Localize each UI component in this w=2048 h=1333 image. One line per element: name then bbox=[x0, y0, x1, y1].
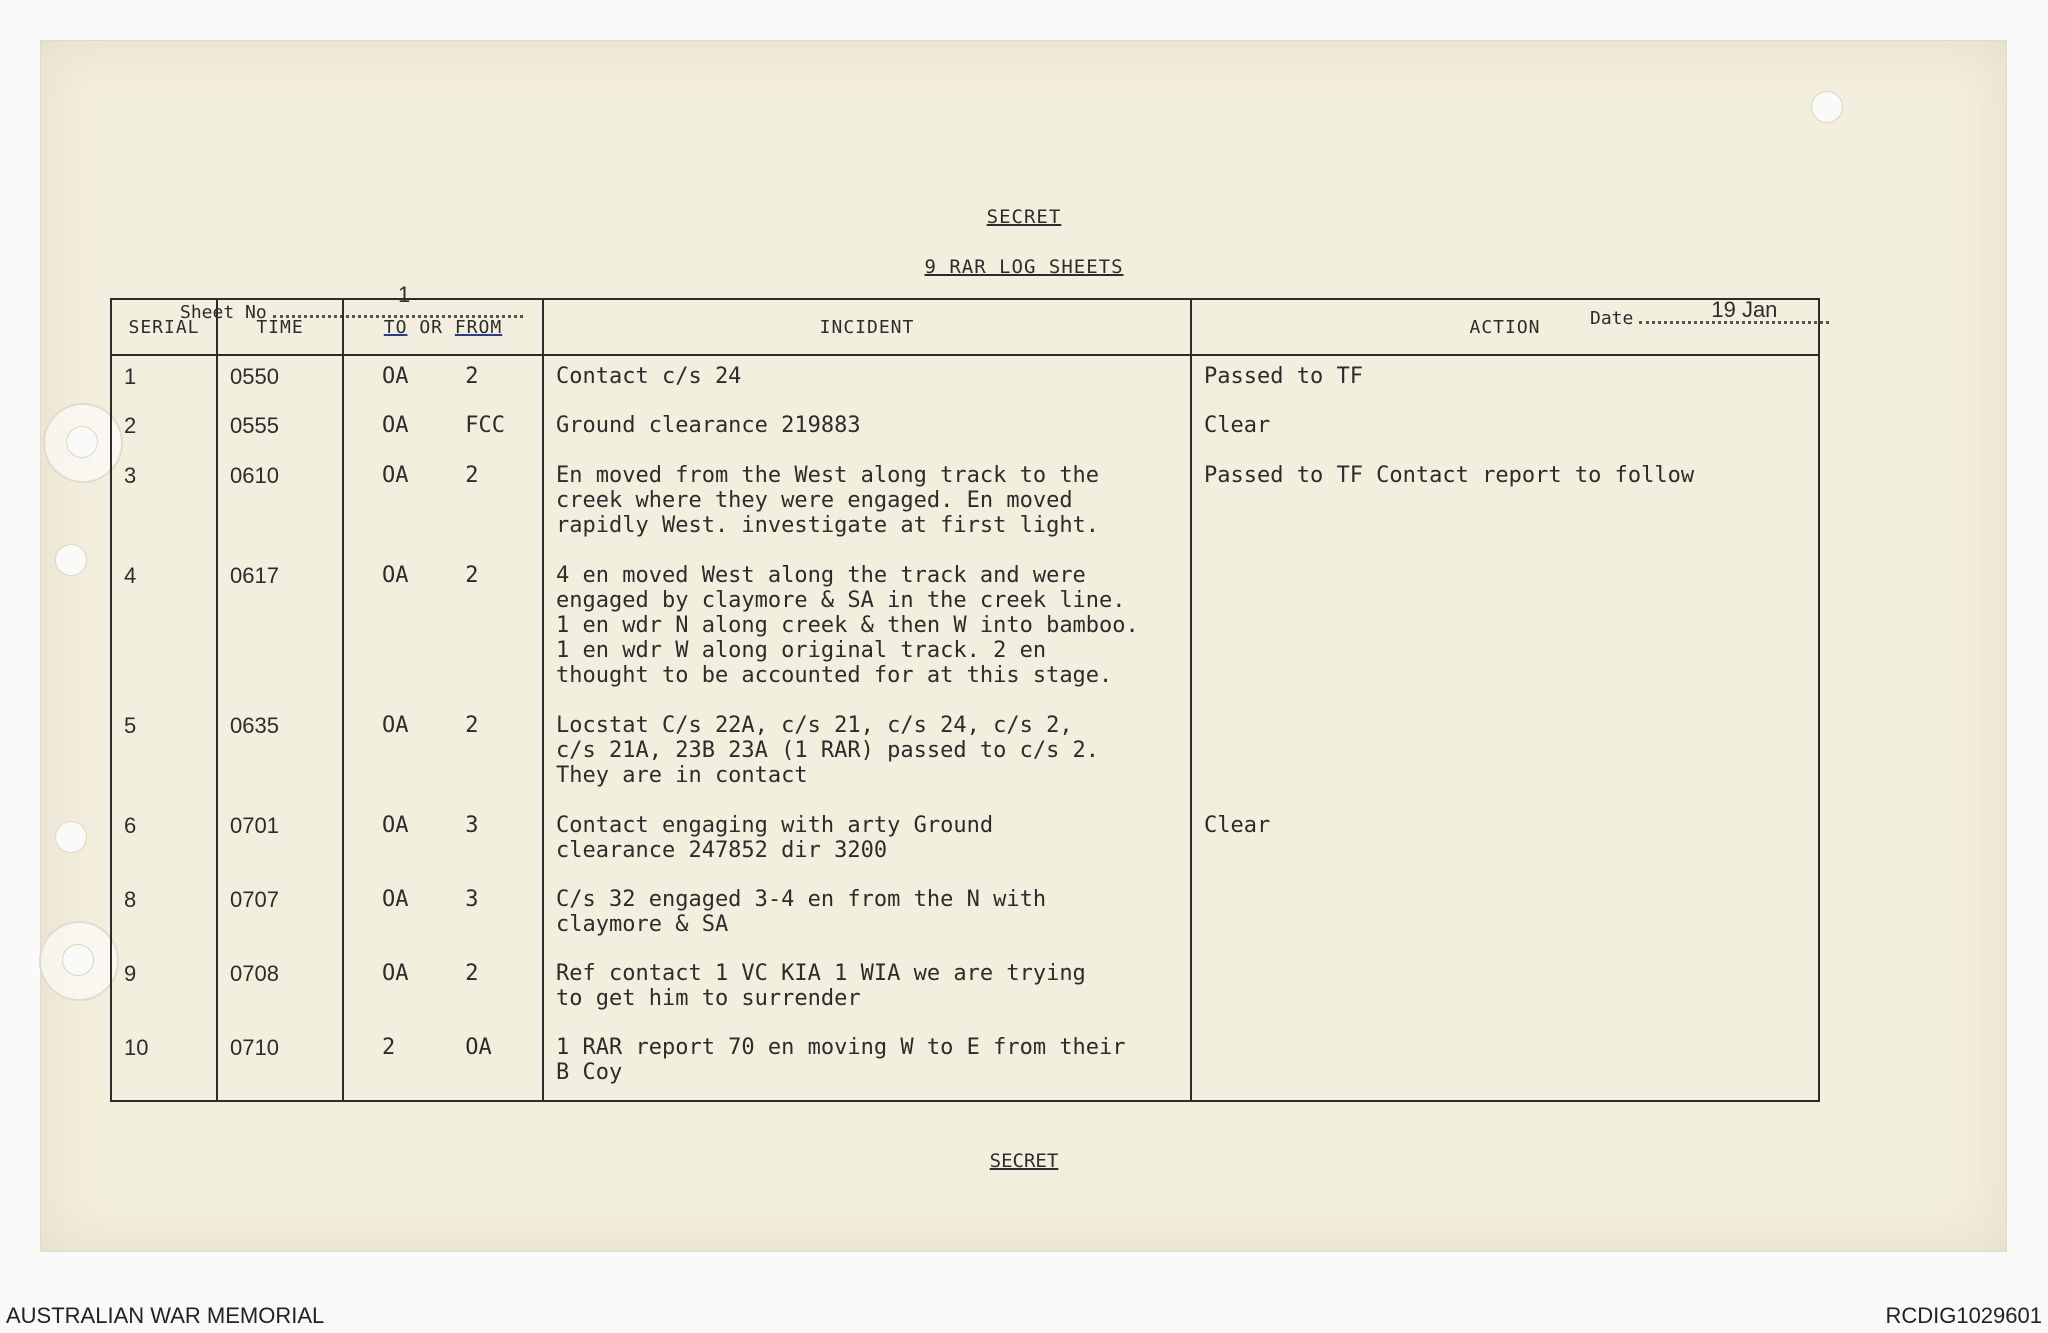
serial-value: 2 bbox=[124, 413, 137, 438]
from-value: 2 bbox=[465, 563, 479, 588]
serial-cell bbox=[111, 1027, 217, 1101]
table-row bbox=[111, 555, 1819, 705]
action-cell bbox=[1191, 879, 1819, 953]
table-header-row bbox=[111, 299, 1819, 355]
time-value: 0555 bbox=[230, 413, 279, 438]
to-from-cell bbox=[343, 455, 543, 555]
to-from-cell bbox=[343, 405, 543, 455]
action-cell bbox=[1191, 555, 1819, 705]
serial-value: 1 bbox=[124, 364, 137, 389]
table-row bbox=[111, 405, 1819, 455]
table-row bbox=[111, 455, 1819, 555]
incident-cell: Contact engaging with arty Ground clearance 247852 dir 3200 bbox=[543, 805, 1191, 879]
action-cell bbox=[1191, 1027, 1819, 1101]
to-value: OA bbox=[382, 961, 409, 986]
to-value: OA bbox=[382, 713, 409, 738]
footer-classification-text: SECRET bbox=[989, 1150, 1059, 1172]
document-title bbox=[0, 256, 2048, 278]
col-incident: INCIDENT bbox=[543, 299, 1191, 355]
classification-heading bbox=[0, 206, 2048, 228]
to-from-cell bbox=[343, 1027, 543, 1101]
to-from-cell bbox=[343, 805, 543, 879]
table-row bbox=[111, 805, 1819, 879]
action-cell: Passed to TF bbox=[1191, 355, 1819, 405]
table-row bbox=[111, 355, 1819, 405]
incident-cell: C/s 32 engaged 3-4 en from the N with claymore & SA bbox=[543, 879, 1191, 953]
serial-cell bbox=[111, 455, 217, 555]
date-label: Date bbox=[1590, 308, 1634, 329]
time-cell bbox=[217, 879, 343, 953]
col-to: TO bbox=[383, 316, 408, 338]
serial-cell bbox=[111, 355, 217, 405]
to-value: OA bbox=[382, 887, 409, 912]
serial-cell bbox=[111, 805, 217, 879]
incident-cell: Locstat C/s 22A, c/s 21, c/s 24, c/s 2, c/s 21A, 23B 23A (1 RAR) passed to c/s 2. They are in contact bbox=[543, 705, 1191, 805]
time-cell bbox=[217, 555, 343, 705]
to-value: OA bbox=[382, 413, 409, 438]
table-row bbox=[111, 1027, 1819, 1101]
classification-text: SECRET bbox=[986, 206, 1062, 228]
sheet-label: Sheet No bbox=[180, 302, 267, 323]
to-value: OA bbox=[382, 463, 409, 488]
to-value: OA bbox=[382, 364, 409, 389]
time-cell bbox=[217, 805, 343, 879]
serial-value: 8 bbox=[124, 887, 137, 912]
to-value: OA bbox=[382, 813, 409, 838]
incident-cell: En moved from the West along track to the creek where they were engaged. En moved rapidly West. investigate at first light. bbox=[543, 455, 1191, 555]
to-from-cell bbox=[343, 879, 543, 953]
serial-value: 9 bbox=[124, 961, 137, 986]
action-cell bbox=[1191, 953, 1819, 1027]
from-value: FCC bbox=[465, 413, 505, 438]
serial-value: 10 bbox=[124, 1035, 149, 1060]
log-table-body bbox=[111, 355, 1819, 1101]
from-value: 2 bbox=[465, 713, 479, 738]
incident-cell: Contact c/s 24 bbox=[543, 355, 1191, 405]
col-action: ACTION bbox=[1191, 299, 1819, 355]
incident-cell: 4 en moved West along the track and were engaged by claymore & SA in the creek line. 1 en wdr N along creek & then W into bamboo. 1 en wdr W along original track. 2 en thought to be accounted for at this stage. bbox=[543, 555, 1191, 705]
col-or: OR bbox=[419, 316, 443, 338]
punch-hole bbox=[55, 544, 87, 576]
time-value: 0707 bbox=[230, 887, 279, 912]
action-cell: Passed to TF Contact report to follow bbox=[1191, 455, 1819, 555]
time-value: 0701 bbox=[230, 813, 279, 838]
sheet-value: 1 bbox=[398, 282, 411, 307]
serial-value: 5 bbox=[124, 713, 137, 738]
action-cell bbox=[1191, 705, 1819, 805]
punch-hole bbox=[62, 944, 94, 976]
serial-value: 6 bbox=[124, 813, 137, 838]
from-value: 2 bbox=[465, 364, 479, 389]
incident-cell: Ref contact 1 VC KIA 1 WIA we are trying to get him to surrender bbox=[543, 953, 1191, 1027]
to-from-cell bbox=[343, 953, 543, 1027]
log-table bbox=[110, 298, 1820, 1102]
to-from-cell bbox=[343, 705, 543, 805]
from-value: 3 bbox=[465, 813, 479, 838]
time-cell bbox=[217, 705, 343, 805]
punch-hole bbox=[55, 821, 87, 853]
serial-value: 4 bbox=[124, 563, 137, 588]
to-value: 2 bbox=[382, 1035, 396, 1060]
punch-hole-ring bbox=[39, 921, 119, 1001]
serial-cell bbox=[111, 953, 217, 1027]
archive-credit: AUSTRALIAN WAR MEMORIAL bbox=[6, 1303, 325, 1328]
serial-cell bbox=[111, 879, 217, 953]
col-serial: SERIAL bbox=[111, 299, 217, 355]
to-value: OA bbox=[382, 563, 409, 588]
col-from: FROM bbox=[454, 316, 503, 338]
time-cell bbox=[217, 1027, 343, 1101]
time-value: 0617 bbox=[230, 563, 279, 588]
table-row bbox=[111, 705, 1819, 805]
date-value: 19 Jan bbox=[1711, 297, 1778, 322]
title-text: 9 RAR LOG SHEETS bbox=[924, 256, 1124, 278]
from-value: OA bbox=[465, 1035, 492, 1060]
time-value: 0610 bbox=[230, 463, 279, 488]
time-cell bbox=[217, 355, 343, 405]
table-row bbox=[111, 953, 1819, 1027]
serial-cell bbox=[111, 555, 217, 705]
serial-value: 3 bbox=[124, 463, 137, 488]
col-time: TIME bbox=[217, 299, 343, 355]
time-value: 0635 bbox=[230, 713, 279, 738]
from-value: 2 bbox=[465, 463, 479, 488]
time-cell bbox=[217, 455, 343, 555]
punch-hole bbox=[66, 426, 98, 458]
time-value: 0550 bbox=[230, 364, 279, 389]
col-to-or-from bbox=[343, 299, 543, 355]
action-cell: Clear bbox=[1191, 805, 1819, 879]
archive-id: RCDIG1029601 bbox=[1885, 1303, 2042, 1328]
to-from-cell bbox=[343, 555, 543, 705]
incident-cell: 1 RAR report 70 en moving W to E from their B Coy bbox=[543, 1027, 1191, 1101]
footer-classification bbox=[0, 1150, 2048, 1172]
serial-cell bbox=[111, 705, 217, 805]
incident-cell: Ground clearance 219883 bbox=[543, 405, 1191, 455]
punch-hole bbox=[1811, 91, 1843, 123]
time-cell bbox=[217, 953, 343, 1027]
time-value: 0710 bbox=[230, 1035, 279, 1060]
time-value: 0708 bbox=[230, 961, 279, 986]
from-value: 3 bbox=[465, 887, 479, 912]
action-cell: Clear bbox=[1191, 405, 1819, 455]
to-from-cell bbox=[343, 355, 543, 405]
table-row bbox=[111, 879, 1819, 953]
serial-cell bbox=[111, 405, 217, 455]
time-cell bbox=[217, 405, 343, 455]
from-value: 2 bbox=[465, 961, 479, 986]
